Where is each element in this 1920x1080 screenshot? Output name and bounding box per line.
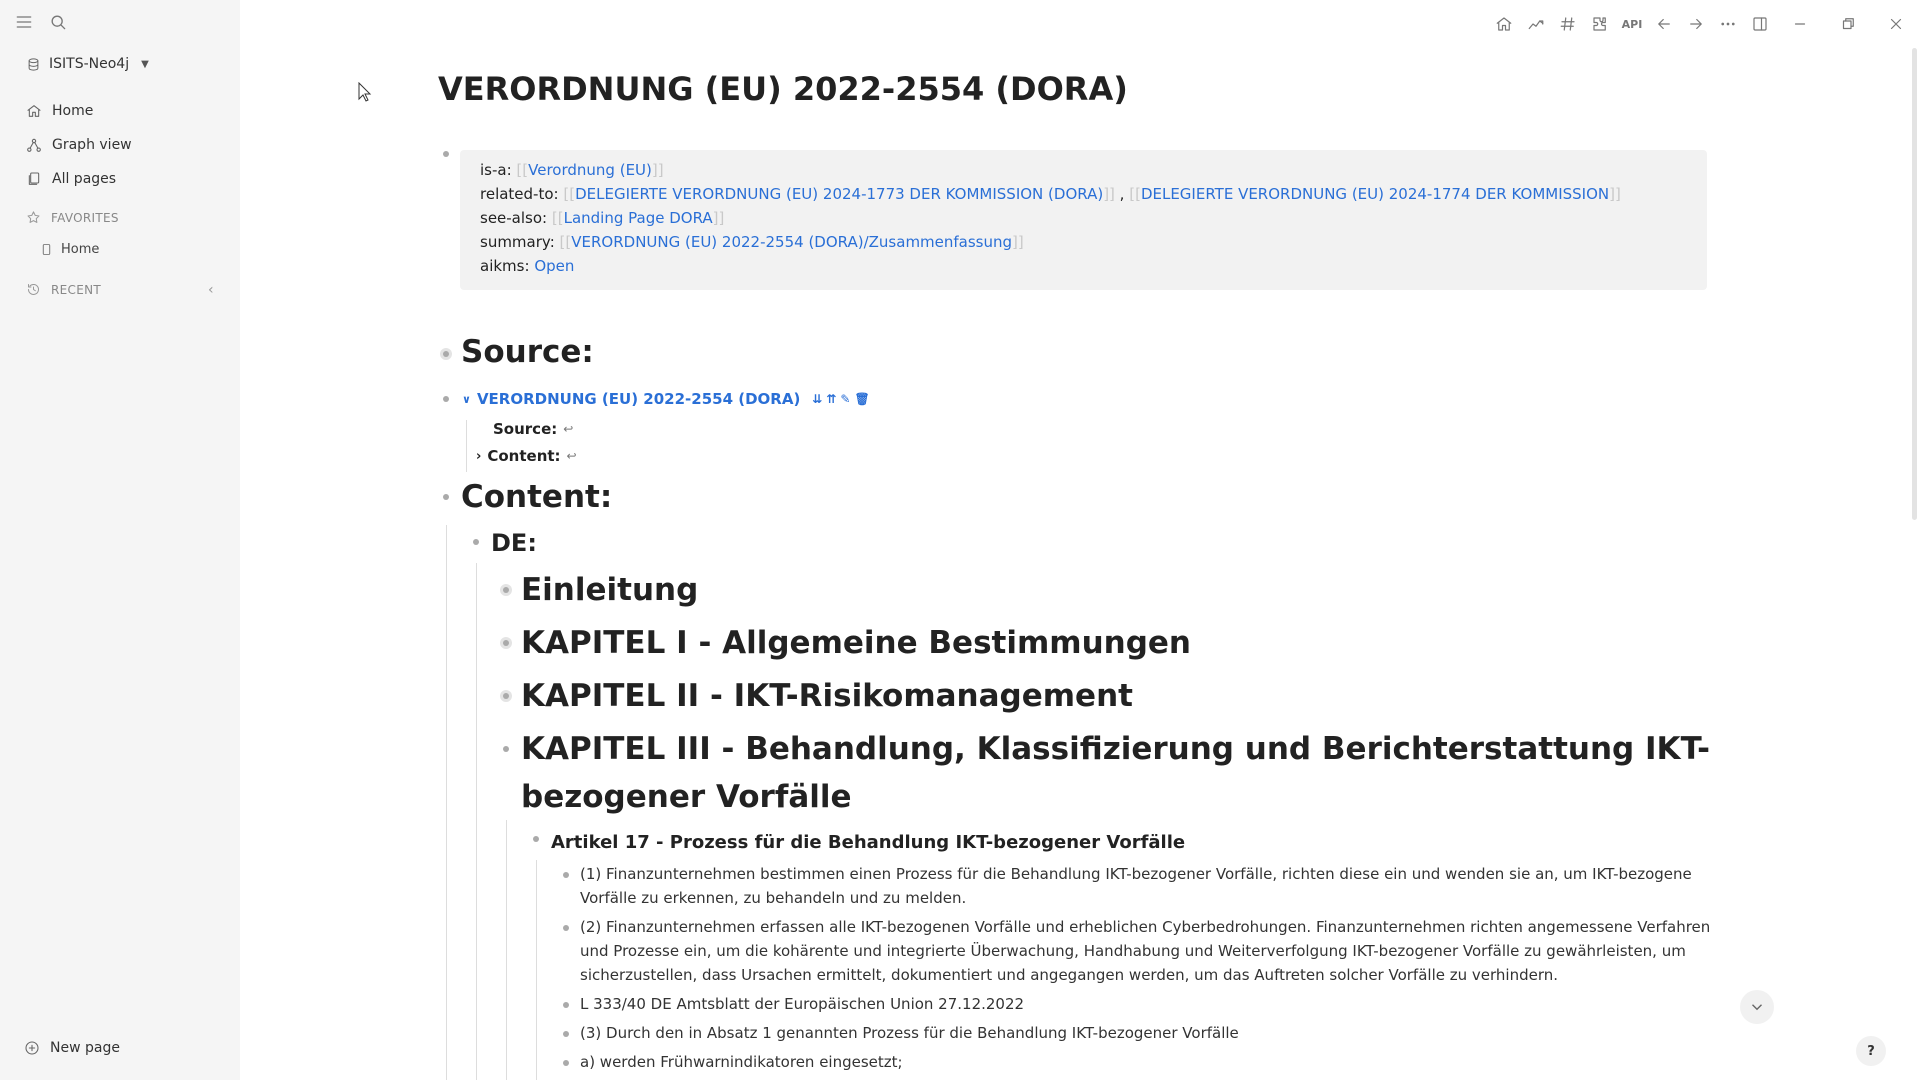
heading-source[interactable]: Source:: [461, 334, 594, 370]
property-related-to: related-to: [[DELEGIERTE VERORDNUNG (EU) 2024-1773 DER KOMMISSION (DORA)]] , [[DELEGIERTE VERORDNUNG (EU) 2024-1774 DER KOMMISSION]]: [480, 185, 1621, 203]
graph-name: ISITS-Neo4j: [49, 56, 130, 72]
block-bullet-collapsed[interactable]: [500, 690, 512, 702]
property-aikms: [480, 257, 574, 275]
embed-guide-line: [466, 420, 467, 472]
graph-selector[interactable]: [26, 56, 149, 72]
api-icon[interactable]: [1616, 18, 1648, 31]
top-toolbar: [1488, 12, 1920, 36]
plus-circle-icon: [24, 1040, 40, 1056]
sidebar-item-label: Graph view: [52, 137, 132, 153]
page-ref-link[interactable]: DELEGIERTE VERORDNUNG (EU) 2024-1773 DER KOMMISSION (DORA): [575, 185, 1104, 203]
page-ref-link[interactable]: Landing Page DORA: [563, 209, 713, 227]
mouse-cursor-icon: [358, 82, 372, 102]
pages-icon: [26, 171, 42, 187]
block-bullet[interactable]: [563, 925, 569, 931]
property-key: related-to:: [480, 185, 559, 203]
new-page-label: New page: [50, 1040, 120, 1056]
journals-chart-icon[interactable]: [1520, 15, 1552, 33]
page-properties[interactable]: [460, 150, 1707, 290]
heading-content[interactable]: Content:: [461, 479, 613, 515]
article-heading[interactable]: Artikel 17 - Prozess für die Behandlung IKT-bezogener Vorfälle: [551, 832, 1186, 853]
embed-tools: [812, 392, 869, 406]
block-bullet[interactable]: [443, 396, 449, 402]
recent-section[interactable]: [26, 282, 101, 297]
favorite-item-home[interactable]: [40, 242, 99, 257]
recent-label: RECENT: [51, 282, 101, 297]
return-icon: ↩: [566, 449, 577, 463]
history-icon: [26, 282, 41, 297]
paragraph-block[interactable]: (2) Finanzunternehmen erfassen alle IKT-bezogenen Vorfälle und erheblichen Cyberbedrohungen. Finanzunternehmen richten angemessene Verfahren und Prozesse ein, um die kohärente und integrierte Überwachung, Handhabung und Weiterverfolgung IKT-bezogener Vorfälle zu gewährleisten, um sicherzustellen, dass Ursachen ermittelt, dokumentiert und angegangen werden, um das Auftreten solcher Vorfälle zu verhindern.: [580, 918, 1711, 984]
block-bullet[interactable]: [443, 494, 449, 500]
embed-child-label: Source:: [493, 420, 558, 438]
home-icon[interactable]: [1488, 15, 1520, 33]
block-bullet-collapsed[interactable]: [500, 584, 512, 596]
plugins-icon[interactable]: [1584, 15, 1616, 33]
sidebar-item-label: All pages: [52, 171, 117, 187]
property-see-also: see-also: [[Landing Page DORA]]: [480, 209, 725, 227]
embedded-page: [462, 390, 870, 408]
embed-page-link[interactable]: VERORDNUNG (EU) 2022-2554 (DORA): [476, 390, 801, 408]
chevron-right-icon[interactable]: ›: [476, 448, 482, 464]
block-guide-line: [506, 820, 507, 1080]
block-bullet-collapsed[interactable]: [440, 348, 452, 360]
minimize-icon[interactable]: [1776, 15, 1824, 33]
close-icon[interactable]: [1872, 15, 1920, 33]
expand-all-icon[interactable]: ⇊: [812, 392, 823, 406]
paragraph-block[interactable]: (3) Durch den in Absatz 1 genannten Prozess für die Behandlung IKT-bezogener Vorfälle: [580, 1024, 1239, 1042]
property-value-link[interactable]: Open: [534, 257, 575, 275]
more-icon[interactable]: [1712, 15, 1744, 33]
chapter-heading[interactable]: Einleitung: [521, 572, 699, 608]
block-guide-line: [446, 525, 447, 1080]
left-sidebar: [0, 0, 240, 1080]
collapse-all-icon[interactable]: ⇈: [826, 392, 837, 406]
block-bullet[interactable]: [473, 539, 479, 545]
property-key: summary:: [480, 233, 555, 251]
block-bullet[interactable]: [563, 1031, 569, 1037]
page-ref-link[interactable]: Verordnung (EU): [528, 161, 652, 179]
scrollbar[interactable]: [1912, 48, 1917, 520]
page-title[interactable]: VERORDNUNG (EU) 2022-2554 (DORA): [438, 70, 1128, 108]
chapter-heading[interactable]: KAPITEL I - Allgemeine Bestimmungen: [521, 625, 1191, 661]
property-key: aikms:: [480, 257, 530, 275]
heading-de[interactable]: DE:: [491, 529, 537, 557]
chevron-down-icon[interactable]: ∨: [462, 392, 471, 406]
block-bullet-collapsed[interactable]: [500, 637, 512, 649]
menu-icon[interactable]: [14, 12, 34, 32]
return-icon: ↩: [563, 422, 574, 436]
block-bullet[interactable]: [443, 151, 449, 157]
page-icon: [40, 243, 53, 256]
edit-icon[interactable]: ✎: [840, 392, 851, 406]
property-summary: summary: [[VERORDNUNG (EU) 2022-2554 (DORA)/Zusammenfassung]]: [480, 233, 1024, 251]
favorite-item-label: Home: [61, 242, 100, 257]
favorites-section[interactable]: [26, 210, 119, 225]
page-ref-link[interactable]: VERORDNUNG (EU) 2022-2554 (DORA)/Zusammenfassung: [571, 233, 1013, 251]
caret-down-icon: ▼: [141, 58, 149, 70]
block-bullet[interactable]: [563, 1060, 569, 1066]
block-bullet[interactable]: [533, 836, 539, 842]
block-bullet[interactable]: [563, 1002, 569, 1008]
star-icon: [26, 210, 41, 225]
chevron-left-icon[interactable]: ‹: [208, 282, 214, 298]
page-ref-link[interactable]: DELEGIERTE VERORDNUNG (EU) 2024-1774 DER KOMMISSION: [1140, 185, 1610, 203]
chapter-heading[interactable]: KAPITEL III - Behandlung, Klassifizierung und Berichterstattung IKT-bezogener Vorfälle: [521, 731, 1711, 815]
chevron-down-icon: [1748, 998, 1766, 1016]
sidebar-top-actions: [14, 12, 68, 32]
right-sidebar-toggle-icon[interactable]: [1744, 15, 1776, 33]
block-guide-line: [476, 563, 477, 1080]
graph-icon: [26, 137, 42, 153]
restore-icon[interactable]: [1824, 15, 1872, 33]
search-icon[interactable]: [48, 12, 68, 32]
sidebar-item-graph-view[interactable]: [26, 137, 132, 153]
arrow-right-icon[interactable]: [1680, 15, 1712, 33]
block-guide-line: [536, 860, 537, 1080]
sidebar-item-label: Home: [52, 103, 94, 119]
paragraph-block[interactable]: (1) Finanzunternehmen bestimmen einen Prozess für die Behandlung IKT-bezogener Vorfälle, richten diese ein und wenden sie an, um IKT-bezogene Vorfälle zu erkennen, zu behandeln und zu melden.: [580, 865, 1692, 907]
chapter-heading[interactable]: KAPITEL II - IKT-Risikomanagement: [521, 678, 1133, 714]
arrow-left-icon[interactable]: [1648, 15, 1680, 33]
sidebar-item-home[interactable]: [26, 103, 93, 119]
block-bullet[interactable]: [563, 872, 569, 878]
embed-child-source[interactable]: [493, 420, 573, 438]
property-key: is-a:: [480, 161, 512, 179]
block-bullet[interactable]: [503, 746, 509, 752]
database-icon: [26, 57, 41, 72]
new-page-button[interactable]: [24, 1040, 120, 1056]
home-icon: [26, 103, 42, 119]
api-label: API: [1621, 17, 1643, 31]
property-is-a: is-a: [[Verordnung (EU)]]: [480, 161, 664, 179]
embed-child-content[interactable]: [476, 447, 577, 465]
paragraph-block[interactable]: L 333/40 DE Amtsblatt der Europäischen Union 27.12.2022: [580, 995, 1025, 1013]
embed-child-label: Content:: [487, 447, 561, 465]
help-button[interactable]: ?: [1856, 1036, 1886, 1066]
favorites-label: FAVORITES: [51, 210, 119, 225]
sidebar-item-all-pages[interactable]: [26, 171, 116, 187]
delete-icon[interactable]: 🗑: [854, 392, 870, 406]
paragraph-block[interactable]: a) werden Frühwarnindikatoren eingesetzt;: [580, 1053, 903, 1071]
property-key: see-also:: [480, 209, 548, 227]
hashtag-icon[interactable]: [1552, 15, 1584, 33]
scroll-down-button[interactable]: [1740, 990, 1774, 1024]
